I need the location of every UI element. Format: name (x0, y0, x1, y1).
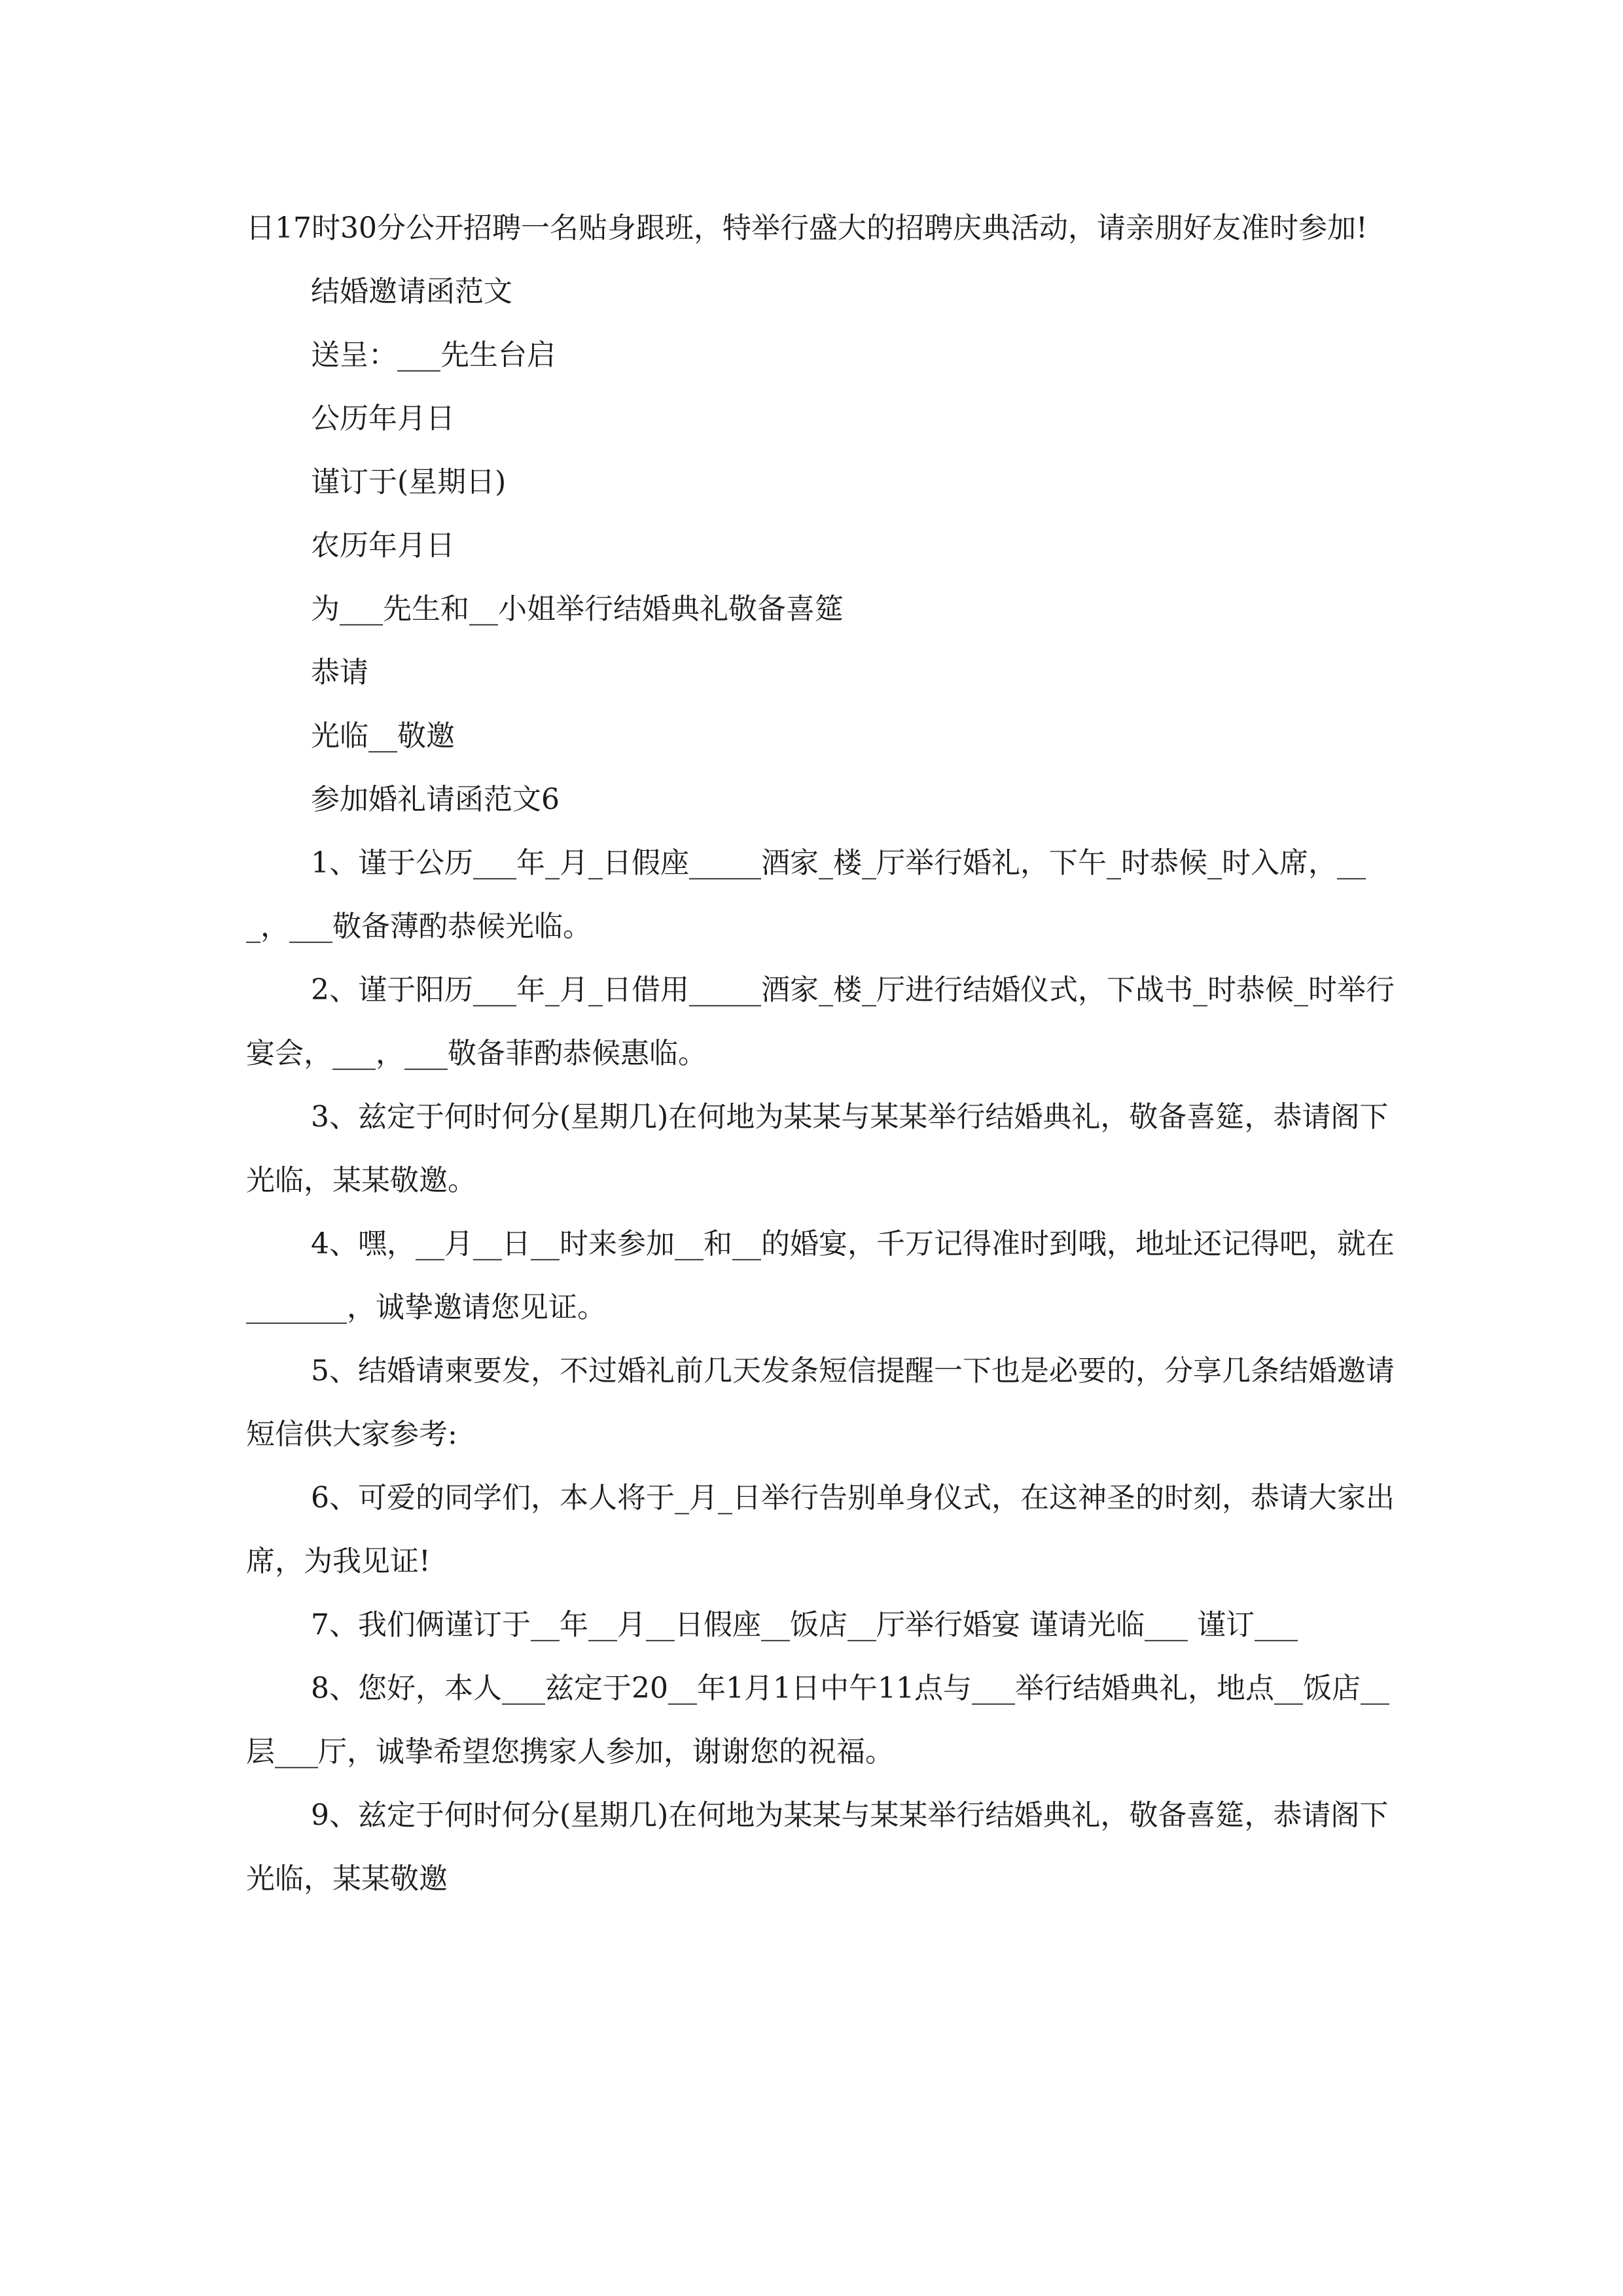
list-item-4: 4、嘿，__月__日__时来参加__和__的婚宴，千万记得准时到哦，地址还记得吧，就在_______，诚挚邀请您见证。 (246, 1227, 1395, 1324)
list-item-9: 9、兹定于何时何分(星期几)在何地为某某与某某举行结婚典礼，敬备喜筵，恭请阁下光临，某某敬邀 (246, 1799, 1389, 1895)
invitation-line-lunar-date: 农历年月日 (311, 529, 455, 562)
list-item-2: 2、谨于阳历___年_月_日借用_____酒家_楼_厅进行结婚仪式，下战书_时恭候_时举行宴会，___，___敬备菲酌恭候惠临。 (246, 973, 1395, 1070)
list-item-5: 5、结婚请柬要发，不过婚礼前几天发条短信提醒一下也是必要的，分享几条结婚邀请短信供大家参考: (246, 1354, 1395, 1451)
list-item-8: 8、您好，本人___兹定于20__年1月1日中午11点与___举行结婚典礼，地点__饭店__层___厅，诚挚希望您携家人参加，谢谢您的祝福。 (246, 1672, 1389, 1768)
list-item-1: 1、谨于公历___年_月_日假座_____酒家_楼_厅举行婚礼，下午_时恭候_时入席，___，___敬备薄酌恭候光临。 (246, 846, 1366, 943)
invitation-line-scheduled: 谨订于(星期日) (311, 465, 507, 499)
invitation-line-recipient: 送呈：___先生台启 (311, 338, 556, 372)
paragraph-intro-continuation: 日17时30分公开招聘一名贴身跟班，特举行盛大的招聘庆典活动，请亲朋好友准时参加! (246, 211, 1368, 245)
document-body (246, 196, 1398, 1910)
section-heading-invitation: 结婚邀请函范文 (311, 275, 512, 308)
invitation-line-attend: 光临__敬邀 (311, 719, 455, 753)
list-item-7: 7、我们俩谨订于__年__月__日假座__饭店__厅举行婚宴 谨请光临___ 谨订___ (311, 1608, 1298, 1641)
invitation-line-ceremony: 为___先生和__小姐举行结婚典礼敬备喜筵 (311, 592, 844, 626)
section-heading-template-6: 参加婚礼请函范文6 (311, 783, 560, 816)
list-item-6: 6、可爱的同学们，本人将于_月_日举行告别单身仪式，在这神圣的时刻，恭请大家出席，为我见证! (246, 1481, 1395, 1578)
invitation-line-respectfully: 恭请 (311, 656, 368, 689)
invitation-line-gregorian-date: 公历年月日 (311, 402, 455, 435)
list-item-3: 3、兹定于何时何分(星期几)在何地为某某与某某举行结婚典礼，敬备喜筵，恭请阁下光临，某某敬邀。 (246, 1100, 1389, 1197)
